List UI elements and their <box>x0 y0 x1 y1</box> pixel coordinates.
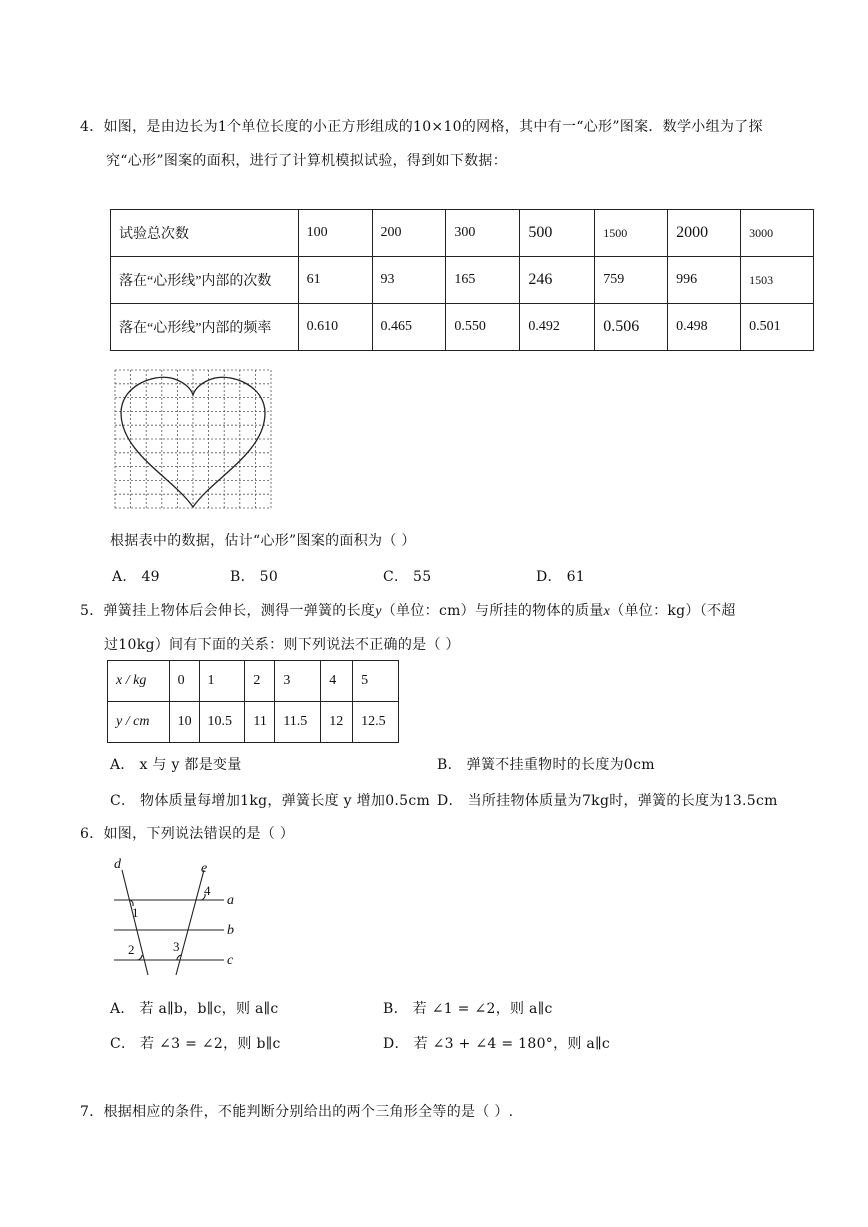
table-cell: 0.492 <box>520 304 595 351</box>
table-cell: 2000 <box>668 210 741 257</box>
label-angle-3: 3 <box>173 939 180 954</box>
heart-grid-figure <box>113 368 273 510</box>
table-row <box>108 661 399 702</box>
line-e <box>176 870 204 975</box>
table-cell: 200 <box>372 210 446 257</box>
var-x: x <box>603 604 611 619</box>
table-cell: 10 <box>169 702 199 743</box>
label-d: d <box>114 857 121 872</box>
var-y: y <box>375 604 382 619</box>
q5-option-b: B． 弹簧不挂重物时的长度为0cm <box>437 757 655 773</box>
q5-option-a: A． x 与 y 都是变量 <box>110 757 242 773</box>
table-cell: 1503 <box>741 257 814 304</box>
table-cell: 11.5 <box>275 702 321 743</box>
table-cell: 4 <box>321 661 353 702</box>
q4-data-table <box>110 209 814 351</box>
table-cell: 试验总次数 <box>111 210 299 257</box>
q5-data-table <box>107 660 399 743</box>
q5-stem-line1 <box>80 600 736 620</box>
table-cell: 11 <box>245 702 275 743</box>
table-row <box>111 304 814 351</box>
table-cell: 0.501 <box>741 304 814 351</box>
table-cell: 3000 <box>741 210 814 257</box>
table-cell: 12 <box>321 702 353 743</box>
table-cell: 246 <box>520 257 595 304</box>
q4-option-a: A． 49 <box>112 569 160 585</box>
table-cell: 165 <box>446 257 520 304</box>
table-cell: 1 <box>199 661 245 702</box>
label-a: a <box>227 893 234 908</box>
table-cell: 落在“心形线”内部的频率 <box>111 304 299 351</box>
table-cell: 1500 <box>595 210 668 257</box>
q6-option-b: B． 若 ∠1 = ∠2，则 a∥c <box>383 1001 553 1017</box>
q4-option-d: D． 61 <box>536 569 585 585</box>
q5-text: （单位： <box>381 603 439 619</box>
label-b: b <box>227 923 234 938</box>
table-cell: 0.610 <box>298 304 372 351</box>
q4-question: 根据表中的数据，估计“心形”图案的面积为（ ） <box>110 533 416 549</box>
q5-text: ）与所挂的物体的质量 <box>460 603 604 619</box>
table-cell: 300 <box>446 210 520 257</box>
label-c: c <box>227 953 234 968</box>
q4-option-c: C． 55 <box>383 569 432 585</box>
table-cell: 996 <box>668 257 741 304</box>
table-cell: 0.498 <box>668 304 741 351</box>
table-cell: 5 <box>353 661 399 702</box>
table-cell: 93 <box>372 257 446 304</box>
table-header-x: x / kg <box>108 661 170 702</box>
table-header-y: y / cm <box>108 702 170 743</box>
table-cell: 759 <box>595 257 668 304</box>
q5-option-d: D． 当所挂物体质量为7kg时，弹簧的长度为13.5cm <box>437 793 778 809</box>
table-cell: 落在“心形线”内部的次数 <box>111 257 299 304</box>
q4-stem-line2: 究“心形”图案的面积，进行了计算机模拟试验，得到如下数据： <box>106 153 508 169</box>
parallel-lines-figure <box>106 854 246 978</box>
q5-text: （单位： <box>610 603 668 619</box>
table-cell: 61 <box>298 257 372 304</box>
table-row <box>108 702 399 743</box>
q6-option-d: D． 若 ∠3 + ∠4 = 180°，则 a∥c <box>383 1036 610 1052</box>
q5-text: ）（不超 <box>685 603 736 619</box>
table-cell: 0 <box>169 661 199 702</box>
table-row <box>111 210 814 257</box>
unit-kg: kg <box>667 603 686 619</box>
label-angle-4: 4 <box>204 883 211 898</box>
table-cell: 10.5 <box>199 702 245 743</box>
line-d <box>122 870 148 975</box>
q6-stem: 6．如图，下列说法错误的是（ ） <box>80 826 295 842</box>
table-cell: 0.550 <box>446 304 520 351</box>
table-cell: 0.506 <box>595 304 668 351</box>
q5-option-c: C． 物体质量每增加1kg，弹簧长度 y 增加0.5cm <box>110 793 431 809</box>
q6-option-c: C． 若 ∠3 = ∠2，则 b∥c <box>110 1036 281 1052</box>
table-cell: 0.465 <box>372 304 446 351</box>
q5-text: 5．弹簧挂上物体后会伸长，测得一弹簧的长度 <box>80 603 376 619</box>
q7-stem: 7．根据相应的条件，不能判断分别给出的两个三角形全等的是（ ）. <box>80 1104 514 1120</box>
label-angle-2: 2 <box>128 942 135 957</box>
table-cell: 3 <box>275 661 321 702</box>
table-cell: 2 <box>245 661 275 702</box>
unit-cm: cm <box>438 603 461 619</box>
q5-stem-line2: 过10kg）间有下面的关系：则下列说法不正确的是（ ） <box>104 637 460 653</box>
q6-option-a: A． 若 a∥b，b∥c，则 a∥c <box>110 1001 279 1017</box>
table-row <box>111 257 814 304</box>
label-angle-1: 1 <box>132 905 139 920</box>
table-cell: 100 <box>298 210 372 257</box>
table-cell: 12.5 <box>353 702 399 743</box>
q4-stem-line1: 4．如图，是由边长为1个单位长度的小正方形组成的10×10的网格，其中有一“心形”图案．数学小组为了探 <box>80 119 763 135</box>
q4-option-b: B． 50 <box>230 569 279 585</box>
table-cell: 500 <box>520 210 595 257</box>
label-e: e <box>201 861 208 876</box>
